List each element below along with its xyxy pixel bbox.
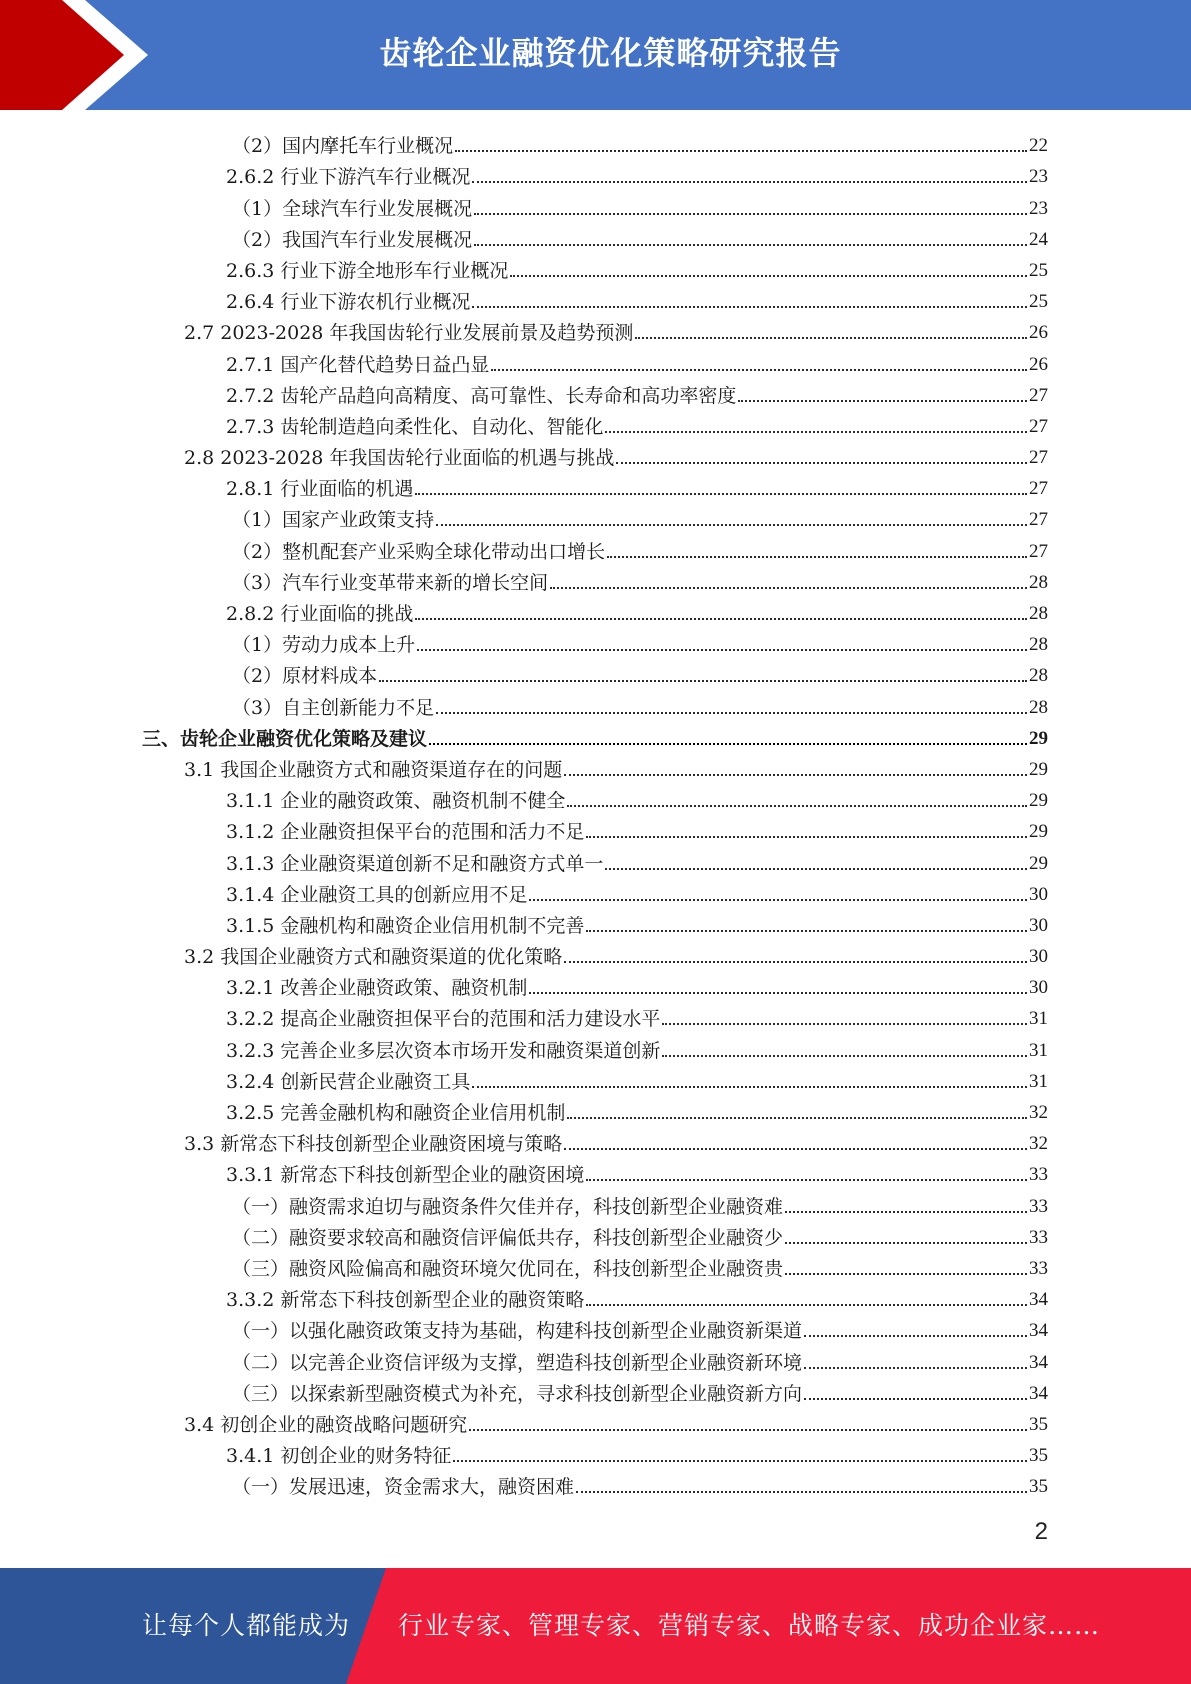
table-of-contents — [0, 127, 1191, 1499]
toc-dot-leader — [417, 649, 1027, 651]
toc-entry[interactable] — [0, 1031, 1191, 1062]
toc-entry-page: 31 — [1029, 1039, 1048, 1061]
toc-entry-title: （2）整机配套产业采购全球化带动出口增长 — [232, 540, 606, 563]
toc-dot-leader — [564, 1148, 1027, 1150]
page-footer — [0, 1568, 1191, 1684]
toc-entry[interactable] — [0, 470, 1191, 501]
toc-entry[interactable] — [0, 782, 1191, 813]
toc-dot-leader — [635, 337, 1027, 339]
toc-entry[interactable] — [0, 501, 1191, 532]
toc-entry-title: （一）以强化融资政策支持为基础，构建科技创新型企业融资新渠道 — [232, 1320, 803, 1343]
toc-dot-leader — [785, 1211, 1027, 1213]
toc-entry-page: 29 — [1029, 790, 1048, 812]
toc-dot-leader — [491, 369, 1027, 371]
toc-dot-leader — [564, 774, 1027, 776]
toc-entry-page: 30 — [1029, 946, 1048, 968]
toc-entry-title: 2.8 2023-2028 年我国齿轮行业面临的机遇与挑战 — [184, 447, 615, 470]
toc-entry-title: 3.3.1 新常态下科技创新型企业的融资困境 — [226, 1164, 585, 1187]
toc-entry-title: （一）发展迅速，资金需求大，融资困难 — [232, 1476, 575, 1499]
toc-entry-title: 3.2.1 改善企业融资政策、融资机制 — [226, 977, 528, 1000]
toc-dot-leader — [586, 836, 1027, 838]
toc-dot-leader — [567, 1117, 1027, 1119]
toc-entry-page: 34 — [1029, 1382, 1048, 1404]
toc-entry-page: 29 — [1029, 727, 1048, 749]
toc-entry-page: 27 — [1029, 415, 1048, 437]
toc-dot-leader — [474, 213, 1027, 215]
toc-entry[interactable] — [0, 1063, 1191, 1094]
toc-dot-leader — [529, 899, 1027, 901]
toc-dot-leader — [586, 1304, 1027, 1306]
toc-entry-title: 2.8.2 行业面临的挑战 — [226, 603, 414, 625]
toc-entry-page: 28 — [1029, 634, 1048, 656]
toc-entry-page: 23 — [1029, 166, 1048, 188]
toc-entry-title: 2.8.1 行业面临的机遇 — [226, 478, 414, 501]
toc-dot-leader — [379, 680, 1027, 682]
toc-entry-page: 31 — [1029, 1070, 1048, 1092]
toc-entry-title: 3.1.3 企业融资渠道创新不足和融资方式单一 — [226, 852, 604, 875]
toc-dot-leader — [472, 181, 1027, 183]
toc-entry[interactable] — [0, 969, 1191, 1000]
toc-entry-page: 34 — [1029, 1289, 1048, 1311]
toc-entry[interactable] — [0, 751, 1191, 782]
toc-dot-leader — [586, 930, 1027, 932]
toc-dot-leader — [474, 244, 1027, 246]
toc-entry-page: 35 — [1029, 1413, 1048, 1435]
toc-entry-title: 3.1.4 企业融资工具的创新应用不足 — [226, 883, 528, 906]
toc-dot-leader — [662, 1023, 1027, 1025]
toc-entry[interactable] — [0, 907, 1191, 938]
toc-entry-title: 3.1.2 企业融资担保平台的范围和活力不足 — [226, 821, 585, 844]
toc-entry-page: 33 — [1029, 1257, 1048, 1279]
toc-entry[interactable] — [0, 688, 1191, 719]
toc-entry[interactable] — [0, 377, 1191, 408]
toc-entry-title: （1）劳动力成本上升 — [232, 634, 416, 657]
toc-entry-page: 26 — [1029, 353, 1048, 375]
toc-entry-title: （1）全球汽车行业发展概况 — [232, 197, 473, 220]
toc-entry-title: 2.6.4 行业下游农机行业概况 — [226, 291, 471, 314]
toc-entry-title: （2）国内摩托车行业概况 — [232, 135, 454, 158]
footer-slogan-left: 让每个人都能成为 — [142, 1611, 351, 1640]
toc-entry-title: 3.1.1 企业的融资政策、融资机制不健全 — [226, 790, 566, 813]
toc-entry[interactable] — [0, 720, 1191, 751]
toc-entry-page: 28 — [1029, 696, 1048, 718]
toc-entry-page: 22 — [1029, 135, 1048, 157]
toc-entry-title: 2.7 2023-2028 年我国齿轮行业发展前景及趋势预测 — [184, 322, 634, 345]
toc-entry[interactable] — [0, 1468, 1191, 1499]
toc-dot-leader — [605, 431, 1027, 433]
toc-entry-page: 23 — [1029, 197, 1048, 219]
toc-entry[interactable] — [0, 314, 1191, 345]
toc-entry-page: 29 — [1029, 821, 1048, 843]
toc-entry-page: 29 — [1029, 852, 1048, 874]
toc-entry-title: 2.7.2 齿轮产品趋向高精度、高可靠性、长寿命和高功率密度 — [226, 384, 737, 407]
toc-entry[interactable] — [0, 1219, 1191, 1250]
toc-entry[interactable] — [0, 1094, 1191, 1125]
toc-dot-leader — [415, 493, 1027, 495]
document-title: 齿轮企业融资优化策略研究报告 — [379, 34, 842, 72]
toc-entry-page: 29 — [1029, 758, 1048, 780]
toc-entry-title: 3.2.5 完善金融机构和融资企业信用机制 — [226, 1102, 566, 1124]
toc-entry-page: 28 — [1029, 603, 1048, 624]
toc-dot-leader — [607, 556, 1027, 558]
toc-entry-page: 34 — [1029, 1320, 1048, 1342]
toc-entry[interactable] — [0, 564, 1191, 595]
toc-entry[interactable] — [0, 595, 1191, 626]
toc-entry-page: 32 — [1029, 1102, 1048, 1123]
toc-dot-leader — [529, 992, 1027, 994]
toc-entry-page: 27 — [1029, 384, 1048, 406]
toc-entry[interactable] — [0, 1250, 1191, 1281]
toc-entry-page: 30 — [1029, 977, 1048, 999]
toc-entry-page: 33 — [1029, 1164, 1048, 1186]
toc-entry-page: 24 — [1029, 228, 1048, 250]
toc-entry-title: 2.6.2 行业下游汽车行业概况 — [226, 166, 471, 189]
toc-dot-leader — [804, 1367, 1027, 1369]
toc-entry-title: 2.7.3 齿轮制造趋向柔性化、自动化、智能化 — [226, 415, 604, 438]
toc-dot-leader — [469, 1429, 1027, 1431]
toc-entry[interactable] — [0, 1156, 1191, 1187]
toc-entry[interactable] — [0, 532, 1191, 563]
toc-entry-title: 3.1.5 金融机构和融资企业信用机制不完善 — [226, 914, 585, 937]
toc-entry[interactable] — [0, 1375, 1191, 1406]
toc-entry-title: 3.4.1 初创企业的财务特征 — [226, 1445, 452, 1468]
toc-entry[interactable] — [0, 252, 1191, 283]
toc-dot-leader — [564, 961, 1027, 963]
toc-dot-leader — [804, 1398, 1027, 1400]
toc-dot-leader — [785, 1242, 1027, 1244]
toc-entry-page: 33 — [1029, 1195, 1048, 1217]
toc-dot-leader — [436, 712, 1027, 714]
toc-entry-title: 3.4 初创企业的融资战略问题研究 — [184, 1413, 468, 1436]
toc-entry-title: （三）融资风险偏高和融资环境欠优同在，科技创新型企业融资贵 — [232, 1257, 784, 1280]
toc-entry-title: （2）原材料成本 — [232, 665, 378, 688]
page-number: 2 — [1034, 1518, 1048, 1545]
toc-dot-leader — [605, 868, 1027, 870]
toc-entry-page: 27 — [1029, 478, 1048, 500]
toc-entry-title: 3.3.2 新常态下科技创新型企业的融资策略 — [226, 1289, 585, 1312]
toc-entry[interactable] — [0, 938, 1191, 969]
toc-entry[interactable] — [0, 1343, 1191, 1374]
toc-entry[interactable] — [0, 1281, 1191, 1312]
toc-entry[interactable] — [0, 876, 1191, 907]
toc-entry-title: （1）国家产业政策支持 — [232, 509, 435, 532]
toc-entry[interactable] — [0, 844, 1191, 875]
toc-dot-leader — [586, 1179, 1027, 1181]
toc-dot-leader — [662, 1055, 1027, 1057]
toc-entry-page: 35 — [1029, 1476, 1048, 1498]
toc-entry-title: 3.2.2 提高企业融资担保平台的范围和活力建设水平 — [226, 1008, 661, 1031]
toc-entry-page: 28 — [1029, 665, 1048, 687]
toc-entry[interactable] — [0, 1437, 1191, 1468]
toc-entry-page: 30 — [1029, 914, 1048, 936]
toc-entry-page: 35 — [1029, 1445, 1048, 1467]
toc-entry-title: （三）以探索新型融资模式为补充，寻求科技创新型企业融资新方向 — [232, 1382, 803, 1405]
toc-dot-leader — [804, 1335, 1027, 1337]
toc-entry[interactable] — [0, 127, 1191, 158]
toc-dot-leader — [738, 400, 1027, 402]
toc-entry[interactable] — [0, 158, 1191, 189]
toc-entry[interactable] — [0, 189, 1191, 220]
toc-entry[interactable] — [0, 1312, 1191, 1343]
toc-entry[interactable] — [0, 1125, 1191, 1156]
toc-entry[interactable] — [0, 1406, 1191, 1437]
toc-dot-leader — [472, 1086, 1027, 1088]
toc-entry-page: 34 — [1029, 1351, 1048, 1373]
toc-dot-leader — [567, 805, 1027, 807]
toc-dot-leader — [455, 150, 1027, 152]
toc-entry-title: 3.2.3 完善企业多层次资本市场开发和融资渠道创新 — [226, 1039, 661, 1062]
footer-slogan-right: 行业专家、管理专家、营销专家、战略专家、成功企业家…… — [398, 1611, 1101, 1640]
toc-entry[interactable] — [0, 626, 1191, 657]
toc-entry-page: 27 — [1029, 540, 1048, 562]
toc-entry-page: 26 — [1029, 322, 1048, 344]
toc-entry-title: 3.2 我国企业融资方式和融资渠道的优化策略 — [184, 946, 563, 969]
toc-entry-page: 32 — [1029, 1133, 1048, 1155]
toc-entry[interactable] — [0, 439, 1191, 470]
toc-dot-leader — [472, 306, 1027, 308]
toc-entry-title: （二）以完善企业资信评级为支撑，塑造科技创新型企业融资新环境 — [232, 1351, 803, 1374]
toc-entry-title: 3.3 新常态下科技创新型企业融资困境与策略 — [184, 1133, 563, 1156]
toc-entry-title: 2.6.3 行业下游全地形车行业概况 — [226, 259, 509, 282]
toc-entry-page: 30 — [1029, 883, 1048, 905]
toc-entry-page: 28 — [1029, 571, 1048, 593]
toc-dot-leader — [453, 1460, 1027, 1462]
toc-entry-title: 2.7.1 国产化替代趋势日益凸显 — [226, 353, 490, 376]
toc-entry-page: 33 — [1029, 1226, 1048, 1248]
toc-dot-leader — [510, 275, 1027, 277]
toc-entry-page: 25 — [1029, 259, 1048, 281]
toc-entry[interactable] — [0, 408, 1191, 439]
toc-entry-page: 27 — [1029, 447, 1048, 469]
toc-entry[interactable] — [0, 221, 1191, 252]
toc-entry-title: （一）融资需求迫切与融资条件欠佳并存，科技创新型企业融资难 — [232, 1195, 784, 1218]
toc-entry-title: （二）融资要求较高和融资信评偏低共存，科技创新型企业融资少 — [232, 1226, 784, 1249]
toc-entry-title: （3）自主创新能力不足 — [232, 696, 435, 719]
toc-entry[interactable] — [0, 1000, 1191, 1031]
toc-entry[interactable] — [0, 657, 1191, 688]
toc-entry-page: 31 — [1029, 1008, 1048, 1030]
toc-entry-page: 27 — [1029, 509, 1048, 531]
toc-dot-leader — [576, 1491, 1027, 1493]
toc-entry-title: （3）汽车行业变革带来新的增长空间 — [232, 571, 549, 594]
toc-entry[interactable] — [0, 1187, 1191, 1218]
toc-entry-page: 25 — [1029, 291, 1048, 313]
toc-entry-title: （2）我国汽车行业发展概况 — [232, 228, 473, 251]
toc-dot-leader — [550, 587, 1027, 589]
toc-dot-leader — [415, 618, 1027, 620]
toc-entry-title: 三、齿轮企业融资优化策略及建议 — [142, 727, 428, 750]
toc-dot-leader — [785, 1273, 1027, 1275]
toc-entry[interactable] — [0, 813, 1191, 844]
toc-entry-title: 3.2.4 创新民营企业融资工具 — [226, 1070, 471, 1093]
toc-dot-leader — [436, 524, 1027, 526]
toc-entry[interactable] — [0, 283, 1191, 314]
toc-dot-leader — [429, 743, 1027, 745]
toc-dot-leader — [616, 462, 1027, 464]
toc-entry[interactable] — [0, 345, 1191, 376]
toc-entry-title: 3.1 我国企业融资方式和融资渠道存在的问题 — [184, 758, 563, 781]
page-header — [0, 0, 1191, 110]
